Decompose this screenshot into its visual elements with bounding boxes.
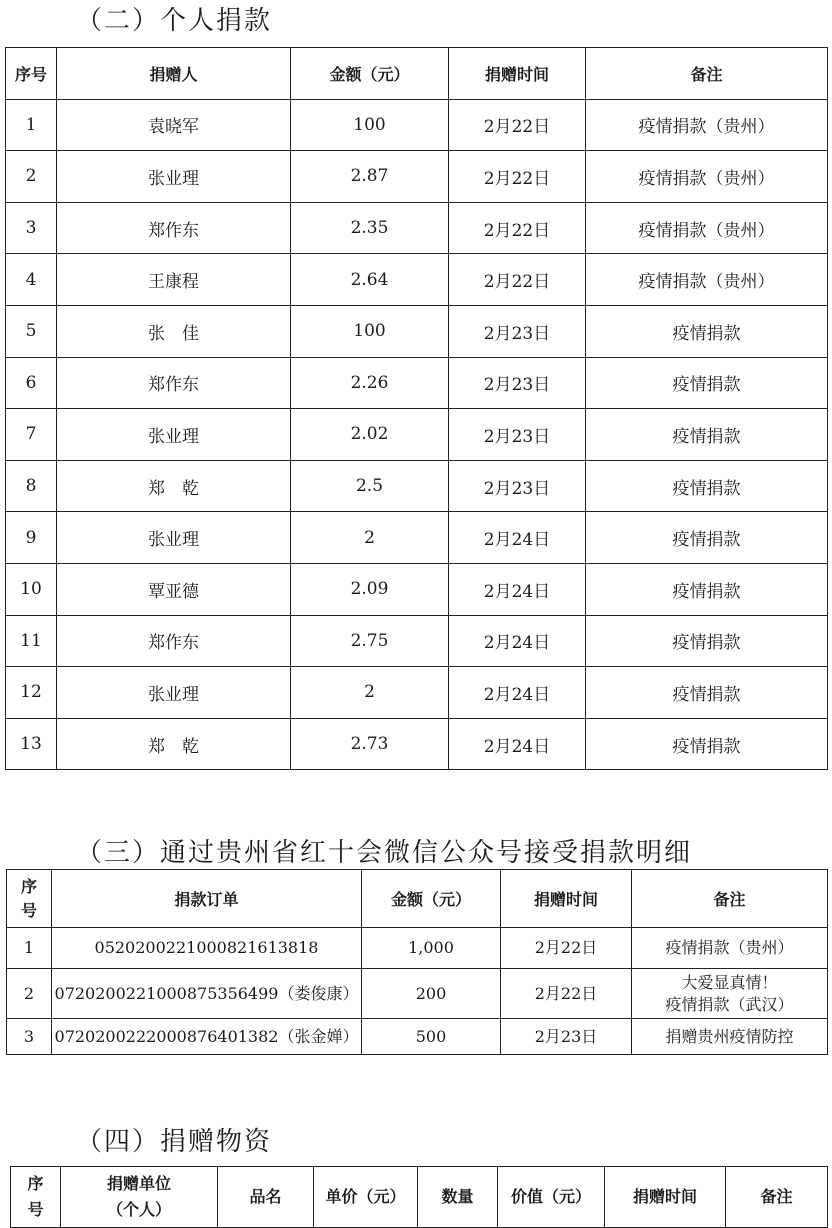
- cell-donor: 张业理: [57, 512, 291, 564]
- cell-donor: 郑作东: [57, 357, 291, 409]
- cell-order: 072020022100087535649​9（娄俊康）: [52, 969, 362, 1019]
- cell-index: 1: [6, 99, 57, 151]
- wechat-donations-table: [6, 869, 828, 1055]
- cell-note: 疫情捐款: [586, 667, 828, 719]
- cell-note: 疫情捐款: [586, 305, 828, 357]
- table-header-row: [7, 870, 828, 928]
- material-donations-table: [10, 1166, 828, 1228]
- cell-amount: 500: [362, 1019, 501, 1055]
- cell-amount: 100: [291, 305, 449, 357]
- cell-amount: 2: [291, 667, 449, 719]
- cell-index: 2: [7, 969, 52, 1019]
- cell-amount: 200: [362, 969, 501, 1019]
- cell-date: 2月24日: [449, 718, 586, 770]
- cell-donor: 郑作东: [57, 202, 291, 254]
- cell-note: 疫情捐款（贵州）: [632, 928, 828, 969]
- cell-index: 5: [6, 305, 57, 357]
- cell-note: 疫情捐款（贵州）: [586, 99, 828, 151]
- table-row: [6, 409, 828, 461]
- cell-note: 疫情捐款: [586, 409, 828, 461]
- cell-date: 2月24日: [449, 563, 586, 615]
- cell-index: 12: [6, 667, 57, 719]
- section2-title: （二）个人捐款: [76, 6, 273, 36]
- cell-date: 2月22日: [501, 969, 632, 1019]
- section3-title: （三）通过贵州省红十会微信公众号接受捐款明细: [76, 838, 693, 868]
- cell-date: 2月22日: [449, 99, 586, 151]
- header-unit-price: 单价（元）: [314, 1167, 418, 1228]
- header-amount: 金额（元）: [362, 870, 501, 928]
- cell-index: 9: [6, 512, 57, 564]
- header-order: 捐款订单: [52, 870, 362, 928]
- header-item-name: 品名: [218, 1167, 314, 1228]
- cell-note: 捐赠贵州疫情防控: [632, 1019, 828, 1055]
- table-row: [7, 1019, 828, 1055]
- cell-amount: 2.73: [291, 718, 449, 770]
- cell-amount: 100: [291, 99, 449, 151]
- cell-date: 2月24日: [449, 512, 586, 564]
- cell-amount: 2.87: [291, 151, 449, 203]
- cell-date: 2月22日: [449, 151, 586, 203]
- cell-donor: 郑 乾: [57, 460, 291, 512]
- cell-index: 3: [7, 1019, 52, 1055]
- cell-order: 072020022200087640138​2（张金婵）: [52, 1019, 362, 1055]
- table-header-row: [11, 1167, 828, 1228]
- header-index: 序号: [6, 48, 57, 100]
- cell-index: 13: [6, 718, 57, 770]
- header-donor: 捐赠人: [57, 48, 291, 100]
- cell-amount: 1,000: [362, 928, 501, 969]
- cell-amount: 2.75: [291, 615, 449, 667]
- cell-donor: 郑作东: [57, 615, 291, 667]
- header-date: 捐赠时间: [449, 48, 586, 100]
- cell-donor: 张业理: [57, 409, 291, 461]
- cell-note: 疫情捐款: [586, 512, 828, 564]
- cell-index: 2: [6, 151, 57, 203]
- cell-amount: 2.64: [291, 254, 449, 306]
- cell-index: 7: [6, 409, 57, 461]
- header-index: 序 号: [7, 870, 52, 928]
- cell-order: 052020022100082161381​8: [52, 928, 362, 969]
- cell-donor: 袁晓军: [57, 99, 291, 151]
- cell-index: 4: [6, 254, 57, 306]
- cell-donor: 王康程: [57, 254, 291, 306]
- header-value: 价值（元）: [498, 1167, 605, 1228]
- cell-date: 2月22日: [449, 254, 586, 306]
- table-row: [7, 928, 828, 969]
- header-donor-unit: 捐赠单位 （个人）: [61, 1167, 218, 1228]
- table-row: [6, 254, 828, 306]
- cell-amount: 2.26: [291, 357, 449, 409]
- header-date: 捐赠时间: [605, 1167, 726, 1228]
- cell-donor: 张业理: [57, 151, 291, 203]
- cell-date: 2月23日: [449, 357, 586, 409]
- cell-index: 11: [6, 615, 57, 667]
- table-row: [6, 563, 828, 615]
- table-row: [6, 718, 828, 770]
- cell-date: 2月23日: [449, 460, 586, 512]
- cell-date: 2月23日: [501, 1019, 632, 1055]
- cell-index: 3: [6, 202, 57, 254]
- table-row: [6, 357, 828, 409]
- table-row: [6, 667, 828, 719]
- header-quantity: 数量: [418, 1167, 498, 1228]
- table-row: [6, 512, 828, 564]
- cell-note: 疫情捐款（贵州）: [586, 151, 828, 203]
- header-note: 备注: [632, 870, 828, 928]
- cell-date: 2月22日: [501, 928, 632, 969]
- header-date: 捐赠时间: [501, 870, 632, 928]
- cell-index: 8: [6, 460, 57, 512]
- table-row: [7, 969, 828, 1019]
- cell-date: 2月24日: [449, 667, 586, 719]
- cell-amount: 2.35: [291, 202, 449, 254]
- cell-note: 疫情捐款（贵州）: [586, 202, 828, 254]
- cell-date: 2月23日: [449, 409, 586, 461]
- cell-note: 疫情捐款: [586, 615, 828, 667]
- cell-date: 2月22日: [449, 202, 586, 254]
- section4-title: （四）捐赠物资: [76, 1127, 273, 1157]
- cell-donor: 张业理: [57, 667, 291, 719]
- cell-amount: 2.5: [291, 460, 449, 512]
- cell-note: 疫情捐款（贵州）: [586, 254, 828, 306]
- cell-index: 1: [7, 928, 52, 969]
- cell-index: 6: [6, 357, 57, 409]
- cell-donor: 覃亚德: [57, 563, 291, 615]
- personal-donations-table: [5, 47, 828, 770]
- cell-note: 大爱显真情！ 疫情捐款（武汉）: [632, 969, 828, 1019]
- cell-amount: 2: [291, 512, 449, 564]
- cell-index: 10: [6, 563, 57, 615]
- cell-amount: 2.02: [291, 409, 449, 461]
- header-index: 序 号: [11, 1167, 61, 1228]
- header-note: 备注: [586, 48, 828, 100]
- table-row: [6, 99, 828, 151]
- table-row: [6, 460, 828, 512]
- table-row: [6, 305, 828, 357]
- cell-note: 疫情捐款: [586, 563, 828, 615]
- table-row: [6, 615, 828, 667]
- cell-date: 2月23日: [449, 305, 586, 357]
- cell-note: 疫情捐款: [586, 718, 828, 770]
- table-header-row: [6, 48, 828, 100]
- cell-donor: 郑 乾: [57, 718, 291, 770]
- cell-note: 疫情捐款: [586, 460, 828, 512]
- header-note: 备注: [726, 1167, 828, 1228]
- table-row: [6, 151, 828, 203]
- cell-amount: 2.09: [291, 563, 449, 615]
- header-amount: 金额（元）: [291, 48, 449, 100]
- cell-donor: 张 佳: [57, 305, 291, 357]
- cell-note: 疫情捐款: [586, 357, 828, 409]
- table-row: [6, 202, 828, 254]
- cell-date: 2月24日: [449, 615, 586, 667]
